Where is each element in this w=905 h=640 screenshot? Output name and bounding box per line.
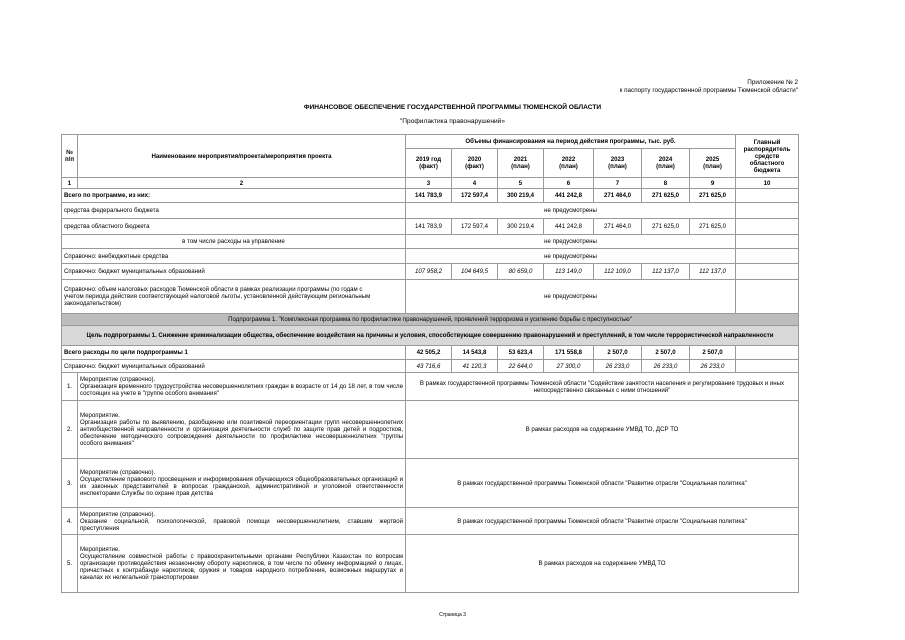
measure-funding-note: В рамках расходов на содержание УМВД ТО: [406, 535, 799, 593]
document-title: ФИНАНСОВОЕ ОБЕСПЕЧЕНИЕ ГОСУДАРСТВЕННОЙ ПРОГРАММЫ ТЮМЕНСКОЙ ОБЛАСТИ: [303, 104, 602, 111]
manager-cell: [736, 360, 799, 373]
value-cell: 104 649,5: [452, 264, 498, 280]
table-row-subprogram-total: [62, 346, 799, 360]
page-number: Страница 3: [439, 612, 466, 618]
header-year: 2023 (план): [594, 149, 642, 178]
header-name: Наименование мероприятия/проекта/мероприятия проекта: [78, 135, 406, 178]
measure-description: [78, 373, 406, 401]
value-cell: 271 625,0: [642, 189, 690, 203]
row-label: средства областного бюджета: [62, 219, 406, 235]
value-cell: 2 507,0: [642, 346, 690, 360]
header-volumes: Объемы финансирования на период действия программы, тыс. руб.: [406, 135, 736, 149]
header-manager: Главный распорядитель средств областного бюджета: [736, 135, 799, 178]
measure-description: [78, 401, 406, 459]
manager-cell: [736, 219, 799, 235]
column-number: 1: [62, 178, 78, 189]
value-cell: 113 149,0: [544, 264, 594, 280]
measure-row: [62, 401, 799, 459]
header-year: 2019 год (факт): [406, 149, 452, 178]
value-cell: 271 625,0: [690, 189, 736, 203]
table-row-management: [62, 235, 799, 249]
row-label: в том числе расходы на управление: [62, 235, 406, 249]
measure-funding-note: В рамках расходов на содержание УМВД ТО, ДСР ТО: [406, 401, 799, 459]
value-cell: 441 242,8: [544, 189, 594, 203]
measure-funding-note: В рамках государственной программы Тюменской области "Развитие отрасли "Социальная политика": [406, 459, 799, 508]
table-row-subprogram-municipal: [62, 360, 799, 373]
measure-number: 3.: [62, 459, 78, 508]
value-cell: 2 507,0: [594, 346, 642, 360]
header-num: № п/п: [62, 135, 78, 178]
value-cell: 172 597,4: [452, 189, 498, 203]
manager-cell: [736, 346, 799, 360]
subprogram-goal: Цель подпрограммы 1. Снижение криминализации общества, обеспечение воздействия на причины и условия, способствующие совершению правонарушений и преступлений, в том числе террористической направленности: [62, 326, 799, 346]
manager-cell: [736, 280, 799, 314]
measure-funding-note: В рамках государственной программы Тюменской области "Содействие занятости населения и регулирование трудовых и иных непосредственно связанных с ними отношений": [406, 373, 799, 401]
table-header-row: [62, 135, 799, 149]
value-cell: 112 109,0: [594, 264, 642, 280]
value-cell: 107 958,2: [406, 264, 452, 280]
value-cell: 271 464,0: [594, 219, 642, 235]
document-subtitle: "Профилактика правонарушений»: [399, 118, 506, 125]
measure-text: Оказание социальной, психологической, правовой помощи несовершеннолетним, ставшим жертвой преступления: [80, 517, 403, 532]
measure-number: 4.: [62, 508, 78, 535]
measure-text: Организация временного трудоустройства несовершеннолетних граждан в возрасте от 14 до 18 лет, в том числе состоящих на учете в "группе особого внимания": [80, 383, 403, 397]
measure-description: [78, 459, 406, 508]
subprogram-title: Подпрограмма 1. "Комплексная программа по профилактике правонарушений, проявлений терроризма и усилению борьбы с преступностью": [62, 314, 799, 326]
measure-row: [62, 373, 799, 401]
column-number: 7: [594, 178, 642, 189]
appendix-note: [620, 79, 798, 95]
row-label: средства федерального бюджета: [62, 203, 406, 219]
measure-funding-note: В рамках государственной программы Тюменской области "Развитие отрасли "Социальная политика": [406, 508, 799, 535]
measure-text: Осуществление совместной работы с правоохранительными органами Республики Казахстан по вопросам организации противодействия незаконному обороту наркотиков, в том числе по обмену информацией о лицах, причастных к контрабанде наркотиков, оружия и товаров народного потребления, возможных маршрутах и каналах их нелегальной транспортировки: [80, 553, 403, 581]
measure-kind: Мероприятие (справочно).: [80, 376, 156, 383]
column-number: 2: [78, 178, 406, 189]
measure-number: 2.: [62, 401, 78, 459]
value-cell: 271 464,0: [594, 189, 642, 203]
measure-kind: Мероприятие (справочно).: [80, 510, 156, 518]
manager-cell: [736, 203, 799, 219]
column-number: 8: [642, 178, 690, 189]
column-number: 3: [406, 178, 452, 189]
header-year: 2024 (план): [642, 149, 690, 178]
measure-kind: Мероприятие.: [80, 546, 120, 553]
value-cell: 271 625,0: [642, 219, 690, 235]
value-cell: 112 137,0: [642, 264, 690, 280]
measure-number: 5.: [62, 535, 78, 593]
not-provided-cell: не предусмотрены: [406, 280, 736, 314]
value-cell: 141 783,9: [406, 189, 452, 203]
table-row-total: [62, 189, 799, 203]
header-year: 2021 (план): [498, 149, 544, 178]
value-cell: 42 505,2: [406, 346, 452, 360]
measure-kind: Мероприятие.: [80, 412, 120, 419]
value-cell: 22 644,0: [498, 360, 544, 373]
row-label: Справочно: бюджет муниципальных образований: [62, 264, 406, 280]
value-cell: 441 242,8: [544, 219, 594, 235]
measure-description: [78, 508, 406, 535]
value-cell: 141 783,9: [406, 219, 452, 235]
value-cell: 112 137,0: [690, 264, 736, 280]
manager-cell: [736, 235, 799, 249]
header-year: 2022 (план): [544, 149, 594, 178]
value-cell: 271 625,0: [690, 219, 736, 235]
table-row-tax: [62, 280, 799, 314]
row-label: Всего расходы по цели подпрограммы 1: [62, 346, 406, 360]
row-label: Справочно: объем налоговых расходов Тюменской области в рамках реализации программы (по годам с учетом периода действия соответствующей налоговой льготы, установленной действующим региональным законодательством): [62, 280, 406, 314]
appendix-line-1: Приложение № 2: [747, 79, 798, 86]
measure-row: [62, 459, 799, 508]
measure-number: 1.: [62, 373, 78, 401]
not-provided-cell: не предусмотрены: [406, 235, 736, 249]
value-cell: 2 507,0: [690, 346, 736, 360]
column-number: 6: [544, 178, 594, 189]
subprogram-row: [62, 314, 799, 326]
value-cell: 27 300,0: [544, 360, 594, 373]
row-label: Всего по программе, из них:: [62, 189, 406, 203]
not-provided-cell: не предусмотрены: [406, 249, 736, 264]
value-cell: 26 233,0: [642, 360, 690, 373]
column-number: 9: [690, 178, 736, 189]
value-cell: 171 558,8: [544, 346, 594, 360]
measure-row: [62, 508, 799, 535]
measure-row: [62, 535, 799, 593]
table-row-extrabudget: [62, 249, 799, 264]
manager-cell: [736, 264, 799, 280]
financing-table: [61, 134, 799, 593]
value-cell: 26 233,0: [594, 360, 642, 373]
measure-description: [78, 535, 406, 593]
value-cell: 172 597,4: [452, 219, 498, 235]
not-provided-cell: не предусмотрены: [406, 203, 736, 219]
value-cell: 300 219,4: [498, 189, 544, 203]
column-number: 5: [498, 178, 544, 189]
value-cell: 41 120,3: [452, 360, 498, 373]
header-year: 2025 (план): [690, 149, 736, 178]
value-cell: 26 233,0: [690, 360, 736, 373]
value-cell: 43 716,6: [406, 360, 452, 373]
value-cell: 80 659,0: [498, 264, 544, 280]
table-row-municipal: [62, 264, 799, 280]
measure-kind: Мероприятие (справочно).: [80, 469, 156, 476]
measure-text: Организация работы по выявлению, разобщению или позитивной переориентации групп несовершеннолетних антиобщественной направленности и организация деятельности служб по защите прав детей и подростков, обеспечение методического сопровождения деятельности по профилактике несовершеннолетних "группы особого внимания": [80, 419, 403, 447]
header-year: 2020 (факт): [452, 149, 498, 178]
table-row-federal: [62, 203, 799, 219]
row-label: Справочно: внебюджетные средства: [62, 249, 406, 264]
value-cell: 14 543,8: [452, 346, 498, 360]
appendix-line-2: к паспорту государственной программы Тюменской области": [619, 87, 798, 94]
value-cell: 300 219,4: [498, 219, 544, 235]
value-cell: 53 623,4: [498, 346, 544, 360]
column-number: 4: [452, 178, 498, 189]
measure-text: Осуществление правового просвещения и информирования обучающихся общеобразовательных организаций и их законных представителей в вопросах гражданской, административной и уголовной ответственности инспекторами Службы по охране прав детства: [80, 476, 403, 497]
goal-row: [62, 326, 799, 346]
table-row-regional: [62, 219, 799, 235]
column-number: 10: [736, 178, 799, 189]
manager-cell: [736, 189, 799, 203]
row-label: Справочно: бюджет муниципальных образований: [62, 360, 406, 373]
column-numbers-row: [62, 178, 799, 189]
manager-cell: [736, 249, 799, 264]
